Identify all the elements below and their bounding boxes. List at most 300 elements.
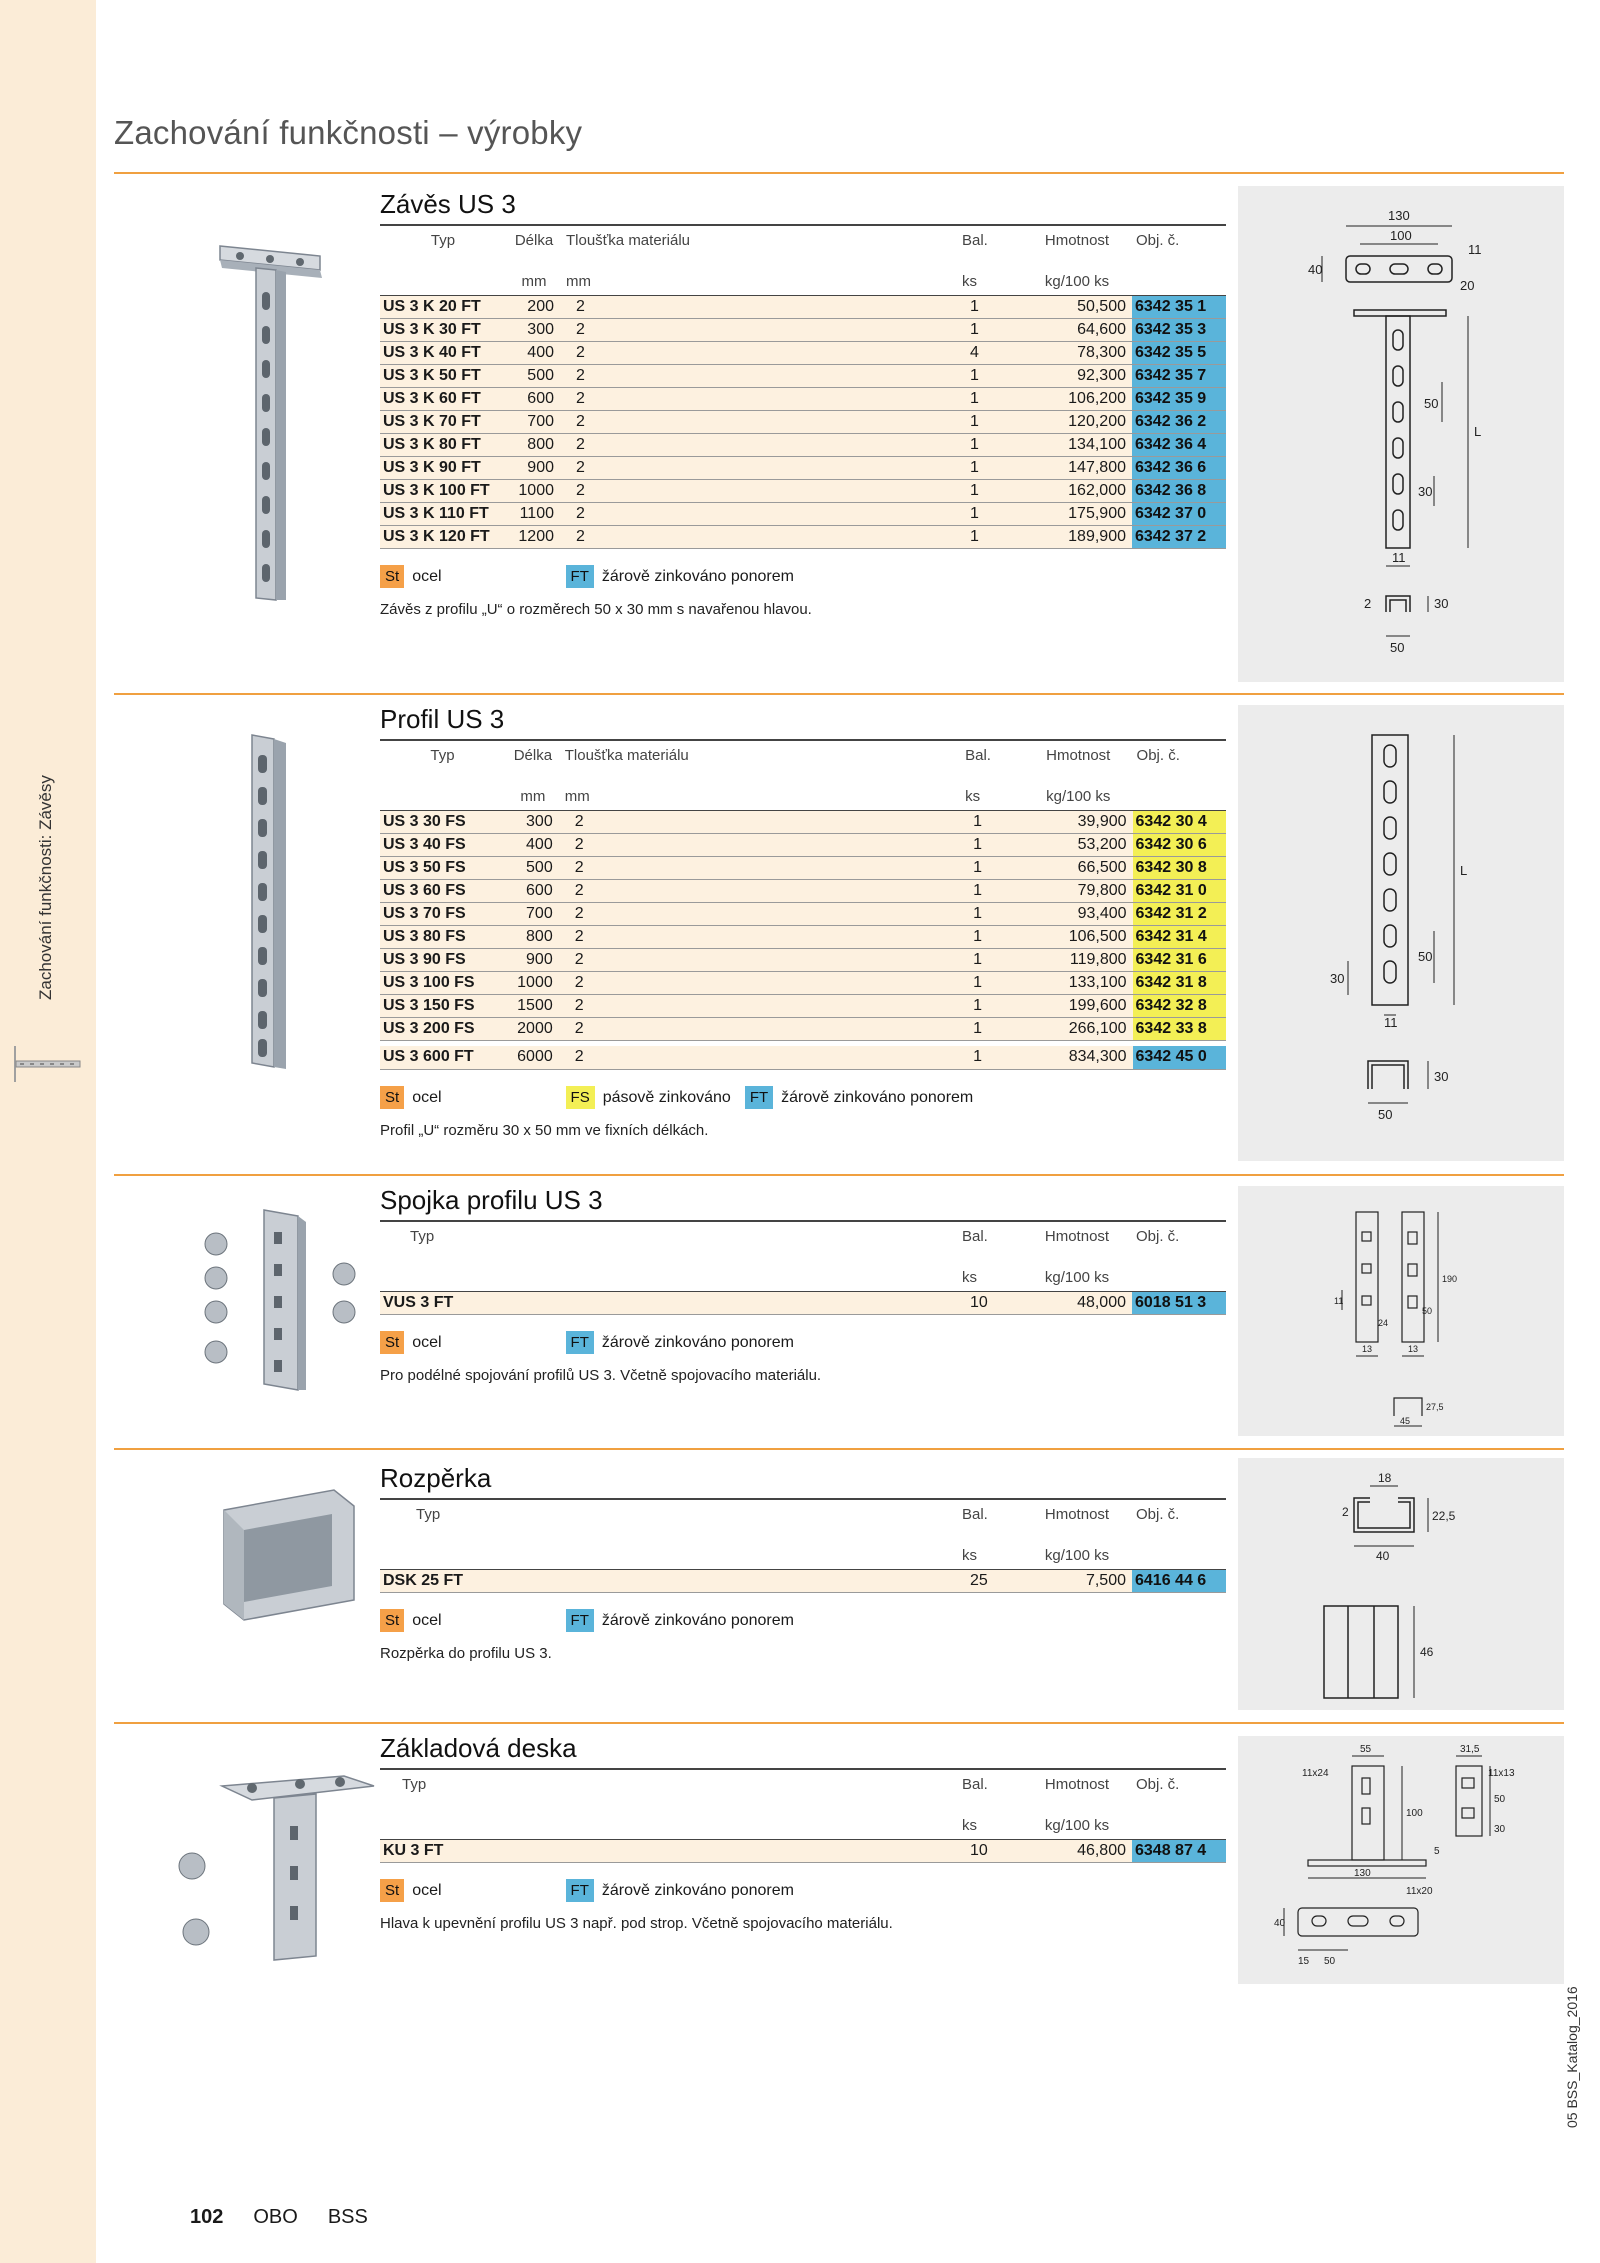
table-row (380, 295, 1226, 318)
cell-bal: 1 (962, 410, 1022, 433)
cell-typ: US 3 K 70 FT (380, 410, 506, 433)
cell-order-code: 6342 36 6 (1132, 456, 1226, 479)
section-title: Profil US 3 (380, 704, 505, 734)
cell-weight: 50,500 (1022, 295, 1132, 318)
col-bal: Bal. (962, 1769, 1022, 1817)
col-obj: Obj. č. (1132, 1769, 1226, 1817)
col-obj: Obj. č. (1133, 740, 1226, 788)
legend-st-text: ocel (412, 1088, 442, 1106)
unit-mm: mm (506, 273, 562, 295)
table-body (380, 810, 1226, 1069)
col-typ: Typ (380, 1499, 962, 1547)
cell-weight: 133,100 (1024, 971, 1133, 994)
cell-weight: 93,400 (1024, 902, 1133, 925)
section-divider (114, 1722, 1564, 1724)
dim-11x24: 11x24 (1302, 1768, 1329, 1779)
sidebar-vertical-label: Zachování funkčnosti: Závěsy (36, 775, 55, 1000)
col-bal: Bal. (965, 740, 1024, 788)
table-row (380, 833, 1226, 856)
section-body (380, 1180, 1345, 1384)
cell-order-code: 6342 35 3 (1132, 318, 1226, 341)
table-row (380, 1569, 1226, 1592)
cell-order-code: 6342 36 8 (1132, 479, 1226, 502)
dim-18: 18 (1378, 1471, 1392, 1485)
col-typ: Typ (380, 740, 505, 788)
page-footer (190, 2206, 368, 2229)
dim-100: 100 (1390, 228, 1412, 243)
product-note: Hlava k upevnění profilu US 3 např. pod strop. Včetně spojovacího materiálu. (380, 1914, 893, 1932)
cell-typ: US 3 100 FS (380, 971, 505, 994)
col-obj: Obj. č. (1132, 225, 1226, 273)
table-row (380, 994, 1226, 1017)
cell-length: 1000 (505, 971, 561, 994)
cell-order-code: 6342 32 8 (1133, 994, 1226, 1017)
spec-table (380, 224, 1226, 549)
unit-kg: kg/100 ks (1022, 1817, 1132, 1839)
col-bal: Bal. (962, 1221, 1022, 1269)
cell-length: 600 (506, 387, 562, 410)
cell-thickness: 2 (561, 1046, 965, 1069)
catalog-label: 05 BSS_Katalog_2016 (1564, 1986, 1580, 2128)
cell-weight: 46,800 (1022, 1839, 1132, 1862)
cell-length: 1000 (506, 479, 562, 502)
dim-22-5: 22,5 (1432, 1509, 1456, 1523)
unit-kg: kg/100 ks (1024, 788, 1133, 810)
legend-ft-text: žárově zinkováno ponorem (601, 1611, 794, 1629)
cell-typ: US 3 80 FS (380, 925, 505, 948)
cell-bal: 1 (965, 856, 1024, 879)
unit-ks: ks (962, 1547, 1022, 1569)
cell-typ: US 3 K 40 FT (380, 341, 506, 364)
cell-bal: 1 (962, 364, 1022, 387)
col-bal: Bal. (962, 1499, 1022, 1547)
legend-st-text: ocel (412, 567, 442, 585)
section-body (380, 699, 1345, 1139)
cell-length: 200 (506, 295, 562, 318)
dim-L: L (1474, 424, 1482, 439)
cell-order-code: 6342 30 6 (1133, 833, 1226, 856)
table-row (380, 410, 1226, 433)
dim-30: 30 (1330, 971, 1345, 986)
cell-bal: 1 (965, 833, 1024, 856)
dim-40: 40 (1376, 1549, 1390, 1563)
dim-40: 40 (1308, 262, 1323, 277)
cell-thickness: 2 (561, 810, 965, 833)
cell-typ: US 3 K 30 FT (380, 318, 506, 341)
cell-thickness: 2 (561, 994, 965, 1017)
cell-length: 900 (505, 948, 561, 971)
cell-length: 800 (505, 925, 561, 948)
material-legend (380, 1329, 1345, 1357)
cell-order-code: 6342 37 2 (1132, 525, 1226, 548)
cell-typ: US 3 30 FS (380, 810, 505, 833)
cell-weight: 120,200 (1022, 410, 1132, 433)
cell-weight: 147,800 (1022, 456, 1132, 479)
unit-kg: kg/100 ks (1022, 1269, 1132, 1291)
tag-st: St (380, 1609, 404, 1632)
cell-bal: 1 (962, 456, 1022, 479)
cell-bal: 1 (965, 994, 1024, 1017)
page-title: Zachování funkčnosti – výrobky (114, 114, 583, 151)
cell-thickness: 2 (561, 856, 965, 879)
unit-ks: ks (962, 273, 1022, 295)
sidebar (0, 0, 96, 2263)
material-legend (380, 563, 1345, 591)
cell-bal: 1 (962, 525, 1022, 548)
legend-fs-text: pásově zinkováno (602, 1088, 731, 1106)
cell-thickness: 2 (562, 456, 962, 479)
cell-weight: 175,900 (1022, 502, 1132, 525)
tag-ft: FT (745, 1086, 773, 1109)
division: BSS (327, 2206, 368, 2228)
dim-2: 2 (1342, 1505, 1349, 1519)
cell-weight: 134,100 (1022, 433, 1132, 456)
dim-30b: 30 (1434, 596, 1449, 611)
cell-weight: 48,000 (1022, 1291, 1132, 1314)
spec-table (380, 1768, 1226, 1863)
product-note: Profil „U“ rozměru 30 x 50 mm ve fixních délkách. (380, 1121, 709, 1139)
col-tloustka: Tloušťka materiálu (562, 225, 962, 273)
cell-thickness: 2 (562, 502, 962, 525)
section-title: Základová deska (380, 1733, 577, 1763)
col-delka: Délka (505, 740, 561, 788)
cell-typ: US 3 K 120 FT (380, 525, 506, 548)
section-title: Rozpěrka (380, 1463, 492, 1493)
cell-thickness: 2 (562, 387, 962, 410)
cell-weight: 66,500 (1024, 856, 1133, 879)
dim-50: 50 (1418, 949, 1433, 964)
cell-weight: 834,300 (1024, 1046, 1133, 1069)
cell-thickness: 2 (562, 295, 962, 318)
col-delka: Délka (506, 225, 562, 273)
dim-2: 2 (1364, 596, 1372, 611)
cell-length: 1200 (506, 525, 562, 548)
cell-length: 500 (506, 364, 562, 387)
cell-typ: US 3 150 FS (380, 994, 505, 1017)
cell-typ: US 3 K 90 FT (380, 456, 506, 479)
dim-50b: 50 (1378, 1107, 1393, 1122)
cell-order-code: 6416 44 6 (1132, 1569, 1226, 1592)
cell-bal: 1 (965, 971, 1024, 994)
table-row (380, 1839, 1226, 1862)
cell-thickness: 2 (562, 479, 962, 502)
dim-40: 40 (1274, 1918, 1286, 1929)
hanger-icon (14, 1058, 82, 1072)
cell-typ: VUS 3 FT (380, 1291, 962, 1314)
table-row (380, 318, 1226, 341)
dim-13b: 13 (1408, 1344, 1419, 1354)
page-number: 102 (190, 2206, 224, 2228)
cell-thickness: 2 (561, 902, 965, 925)
cell-order-code: 6342 36 4 (1132, 433, 1226, 456)
cell-order-code: 6342 33 8 (1133, 1017, 1226, 1040)
cell-bal: 1 (962, 502, 1022, 525)
cell-bal: 1 (962, 479, 1022, 502)
cell-order-code: 6342 35 7 (1132, 364, 1226, 387)
section-title: Spojka profilu US 3 (380, 1185, 603, 1215)
cell-bal: 1 (962, 295, 1022, 318)
dim-11: 11 (1384, 1015, 1398, 1030)
cell-typ: US 3 K 60 FT (380, 387, 506, 410)
unit-kg: kg/100 ks (1022, 1547, 1132, 1569)
tag-ft: FT (566, 1879, 594, 1902)
cell-bal: 1 (965, 810, 1024, 833)
brand: OBO (253, 2206, 298, 2228)
cell-thickness: 2 (561, 971, 965, 994)
cell-order-code: 6018 51 3 (1132, 1291, 1226, 1314)
cell-order-code: 6342 35 9 (1132, 387, 1226, 410)
table-row (380, 1046, 1226, 1069)
cell-weight: 119,800 (1024, 948, 1133, 971)
dim-45: 45 (1400, 1416, 1411, 1426)
cell-thickness: 2 (562, 410, 962, 433)
dim-11: 11 (1334, 1296, 1344, 1306)
section-divider (114, 1448, 1564, 1450)
cell-length: 700 (505, 902, 561, 925)
cell-bal: 10 (962, 1839, 1022, 1862)
cell-order-code: 6342 45 0 (1133, 1046, 1226, 1069)
col-obj: Obj. č. (1132, 1221, 1226, 1269)
technical-drawing (1238, 1186, 1564, 1436)
dim-24: 24 (1378, 1318, 1389, 1328)
cell-thickness: 2 (561, 1017, 965, 1040)
table-row (380, 364, 1226, 387)
cell-typ: US 3 50 FS (380, 856, 505, 879)
cell-thickness: 2 (562, 341, 962, 364)
table-body (380, 295, 1226, 548)
table-row (380, 856, 1226, 879)
cell-bal: 4 (962, 341, 1022, 364)
technical-drawing (1238, 705, 1564, 1161)
cell-weight: 39,900 (1024, 810, 1133, 833)
cell-thickness: 2 (562, 364, 962, 387)
cell-typ: US 3 K 50 FT (380, 364, 506, 387)
cell-weight: 266,100 (1024, 1017, 1133, 1040)
cell-bal: 1 (962, 433, 1022, 456)
col-bal: Bal. (962, 225, 1022, 273)
dim-L: L (1460, 863, 1468, 878)
cell-typ: US 3 600 FT (380, 1046, 505, 1069)
cell-weight: 64,600 (1022, 318, 1132, 341)
table-row (380, 1291, 1226, 1314)
cell-typ: US 3 K 80 FT (380, 433, 506, 456)
cell-bal: 1 (965, 1046, 1024, 1069)
tag-fs: FS (566, 1086, 595, 1109)
table-row (380, 925, 1226, 948)
cell-length: 800 (506, 433, 562, 456)
cell-order-code: 6342 31 2 (1133, 902, 1226, 925)
cell-typ: DSK 25 FT (380, 1569, 962, 1592)
legend-ft-text: žárově zinkováno ponorem (601, 567, 794, 585)
col-typ: Typ (380, 1221, 962, 1269)
cell-length: 900 (506, 456, 562, 479)
cell-order-code: 6342 31 6 (1133, 948, 1226, 971)
cell-order-code: 6342 30 8 (1133, 856, 1226, 879)
cell-weight: 53,200 (1024, 833, 1133, 856)
unit-mm: mm (561, 788, 965, 810)
dim-30b: 30 (1434, 1069, 1449, 1084)
legend-st-text: ocel (412, 1333, 442, 1351)
unit-ks: ks (962, 1269, 1022, 1291)
dim-11x13: 11x13 (1488, 1768, 1515, 1779)
dim-130: 130 (1388, 208, 1410, 223)
cell-weight: 78,300 (1022, 341, 1132, 364)
cell-order-code: 6342 30 4 (1133, 810, 1226, 833)
dim-31-5: 31,5 (1460, 1744, 1480, 1755)
cell-typ: US 3 200 FS (380, 1017, 505, 1040)
col-typ: Typ (380, 1769, 962, 1817)
dim-46: 46 (1420, 1645, 1434, 1659)
cell-weight: 79,800 (1024, 879, 1133, 902)
col-typ: Typ (380, 225, 506, 273)
cell-bal: 1 (965, 1017, 1024, 1040)
cell-order-code: 6342 36 2 (1132, 410, 1226, 433)
cell-order-code: 6348 87 4 (1132, 1839, 1226, 1862)
col-hmotnost: Hmotnost (1022, 1221, 1132, 1269)
cell-length: 400 (505, 833, 561, 856)
table-row (380, 341, 1226, 364)
dim-50b: 50 (1324, 1956, 1336, 1967)
table-row (380, 456, 1226, 479)
cell-typ: KU 3 FT (380, 1839, 962, 1862)
cell-bal: 25 (962, 1569, 1022, 1592)
material-legend (380, 1877, 1345, 1905)
unit-mm: mm (505, 788, 561, 810)
cell-typ: US 3 70 FS (380, 902, 505, 925)
cell-length: 1500 (505, 994, 561, 1017)
col-hmotnost: Hmotnost (1022, 1769, 1132, 1817)
cell-bal: 1 (965, 879, 1024, 902)
cell-typ: US 3 K 110 FT (380, 502, 506, 525)
section-body (380, 1728, 1345, 1932)
cell-typ: US 3 60 FS (380, 879, 505, 902)
unit-mm: mm (562, 273, 962, 295)
cell-bal: 1 (965, 925, 1024, 948)
tag-st: St (380, 1331, 404, 1354)
cell-thickness: 2 (562, 525, 962, 548)
dim-100: 100 (1406, 1808, 1423, 1819)
cell-length: 700 (506, 410, 562, 433)
spec-table (380, 739, 1226, 1070)
dim-190: 190 (1442, 1274, 1458, 1284)
table-row (380, 810, 1226, 833)
cell-length: 1100 (506, 502, 562, 525)
table-row (380, 387, 1226, 410)
section-body (380, 1458, 1345, 1662)
tag-ft: FT (566, 1609, 594, 1632)
tag-st: St (380, 565, 404, 588)
product-note: Rozpěrka do profilu US 3. (380, 1644, 552, 1662)
table-row (380, 948, 1226, 971)
tag-ft: FT (566, 1331, 594, 1354)
cell-thickness: 2 (562, 318, 962, 341)
dim-50: 50 (1422, 1306, 1433, 1316)
dim-55: 55 (1360, 1744, 1372, 1755)
tag-ft: FT (566, 565, 594, 588)
dim-5: 5 (1434, 1846, 1440, 1857)
cell-typ: US 3 K 20 FT (380, 295, 506, 318)
col-tloustka: Tloušťka materiálu (561, 740, 965, 788)
dim-50b: 50 (1390, 640, 1405, 655)
cell-thickness: 2 (561, 879, 965, 902)
cell-weight: 189,900 (1022, 525, 1132, 548)
cell-weight: 199,600 (1024, 994, 1133, 1017)
cell-bal: 10 (962, 1291, 1022, 1314)
dim-11x20: 11x20 (1406, 1886, 1433, 1897)
cell-thickness: 2 (561, 925, 965, 948)
dim-20: 20 (1460, 278, 1475, 293)
table-row (380, 433, 1226, 456)
cell-typ: US 3 K 100 FT (380, 479, 506, 502)
cell-order-code: 6342 35 1 (1132, 295, 1226, 318)
cell-bal: 1 (965, 948, 1024, 971)
cell-weight: 162,000 (1022, 479, 1132, 502)
cell-length: 400 (506, 341, 562, 364)
cell-typ: US 3 40 FS (380, 833, 505, 856)
col-hmotnost: Hmotnost (1024, 740, 1133, 788)
cell-length: 2000 (505, 1017, 561, 1040)
dim-30: 30 (1494, 1824, 1506, 1835)
cell-thickness: 2 (561, 948, 965, 971)
cell-weight: 92,300 (1022, 364, 1132, 387)
cell-length: 300 (506, 318, 562, 341)
cell-order-code: 6342 37 0 (1132, 502, 1226, 525)
cell-order-code: 6342 31 8 (1133, 971, 1226, 994)
spec-table (380, 1220, 1226, 1315)
spec-table (380, 1498, 1226, 1593)
cell-length: 6000 (505, 1046, 561, 1069)
table-row (380, 525, 1226, 548)
cell-length: 300 (505, 810, 561, 833)
cell-weight: 7,500 (1022, 1569, 1132, 1592)
section-divider (114, 693, 1564, 695)
dim-130: 130 (1354, 1868, 1371, 1879)
cell-weight: 106,500 (1024, 925, 1133, 948)
unit-ks: ks (965, 788, 1024, 810)
cell-typ: US 3 90 FS (380, 948, 505, 971)
technical-drawing (1238, 1736, 1564, 1984)
cell-order-code: 6342 31 4 (1133, 925, 1226, 948)
title-divider (114, 172, 1564, 174)
cell-order-code: 6342 31 0 (1133, 879, 1226, 902)
dim-50: 50 (1424, 396, 1439, 411)
cell-bal: 1 (962, 387, 1022, 410)
cell-order-code: 6342 35 5 (1132, 341, 1226, 364)
dim-27-5: 27,5 (1426, 1402, 1444, 1412)
cell-length: 600 (505, 879, 561, 902)
legend-ft-text: žárově zinkováno ponorem (601, 1333, 794, 1351)
cell-thickness: 2 (562, 433, 962, 456)
material-legend (380, 1607, 1345, 1635)
cell-bal: 1 (965, 902, 1024, 925)
col-hmotnost: Hmotnost (1022, 1499, 1132, 1547)
section-title: Závěs US 3 (380, 189, 516, 219)
section-body (380, 184, 1345, 618)
dim-13: 13 (1362, 1344, 1373, 1354)
dim-15: 15 (1298, 1956, 1310, 1967)
table-row (380, 502, 1226, 525)
legend-ft-text: žárově zinkováno ponorem (781, 1088, 974, 1106)
unit-kg: kg/100 ks (1022, 273, 1132, 295)
tag-st: St (380, 1086, 404, 1109)
dim-11b: 11 (1392, 550, 1406, 565)
col-obj: Obj. č. (1132, 1499, 1226, 1547)
dim-30: 30 (1418, 484, 1433, 499)
cell-thickness: 2 (561, 833, 965, 856)
dim-50: 50 (1494, 1794, 1506, 1805)
table-row (380, 879, 1226, 902)
product-note: Pro podélné spojování profilů US 3. Včetně spojovacího materiálu. (380, 1366, 822, 1384)
